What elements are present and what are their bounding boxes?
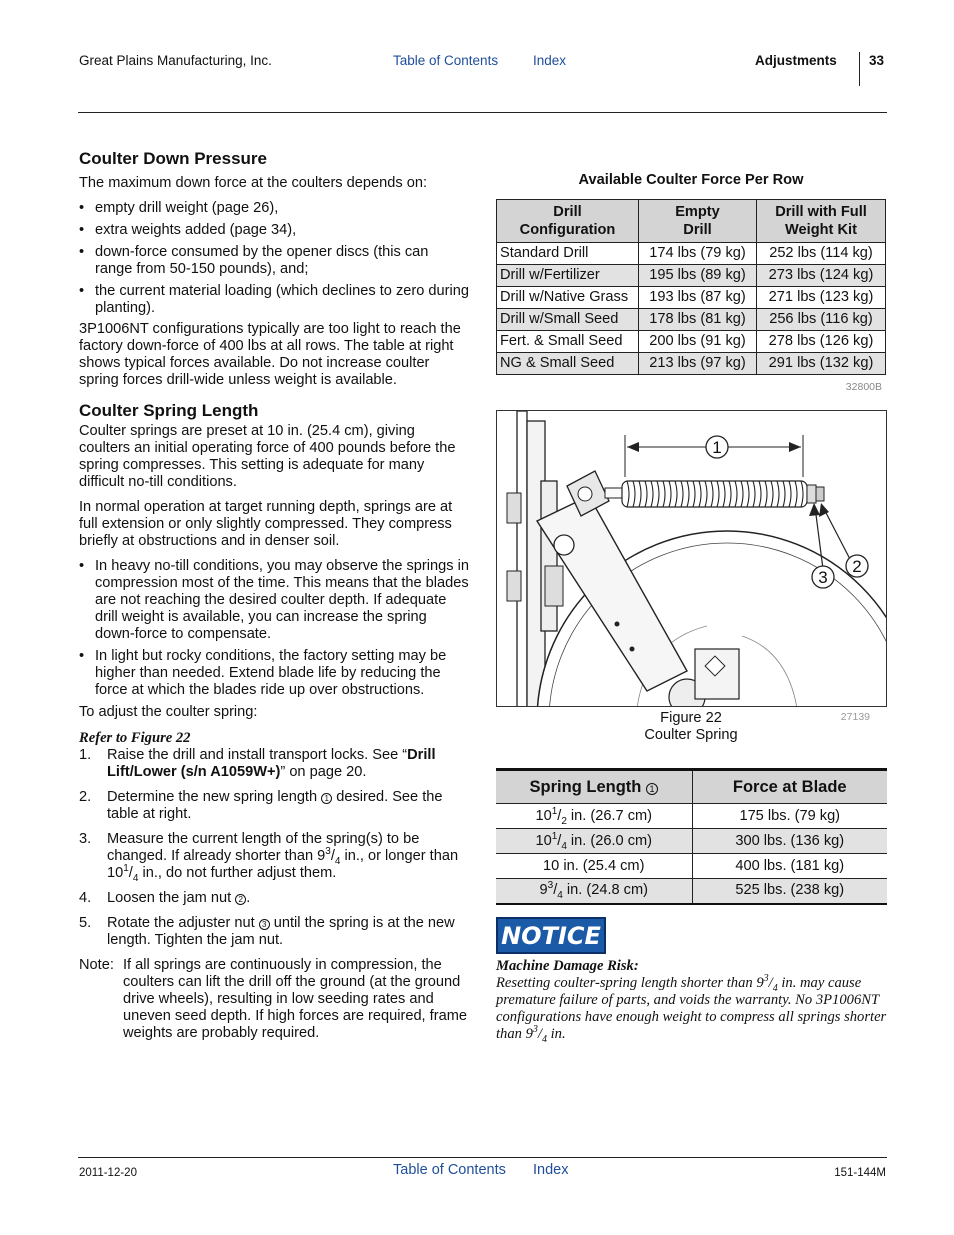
figure-callout-2: 2 bbox=[852, 557, 862, 576]
table-row: $10^1/_4$ in. (26.0 cm) 300 lbs. (136 kg) bbox=[496, 829, 887, 854]
list-item: • empty drill weight (page 26), bbox=[79, 200, 469, 217]
step-number: 4. bbox=[79, 890, 92, 906]
figure-ref: 27139 bbox=[840, 711, 870, 723]
step-number: 2. bbox=[79, 789, 92, 805]
callout-3-icon: 3 bbox=[259, 919, 270, 930]
figure-label: Figure 22 bbox=[660, 710, 722, 726]
header-company: Great Plains Manufacturing, Inc. bbox=[79, 53, 272, 68]
footer-rule bbox=[78, 1157, 887, 1158]
step-text: Loosen the jam nut bbox=[107, 890, 236, 906]
coulter-force-table bbox=[496, 199, 886, 375]
refer-figure: Refer to Figure 22 bbox=[79, 730, 191, 746]
step-text: Measure the current length of the spring(s) to be changed. If already shorter than 9 bbox=[107, 831, 420, 864]
spring-length-table bbox=[496, 768, 887, 905]
figure-callout-3: 3 bbox=[818, 568, 828, 587]
step-text: ” on page 20. bbox=[280, 764, 367, 780]
step-text: desired. See the table at right. bbox=[107, 789, 443, 822]
col-header-spring-length: Spring Length 1 bbox=[496, 770, 692, 804]
figure-title: Coulter Spring bbox=[644, 727, 738, 743]
table-row: NG & Small Seed 213 lbs (97 kg) 291 lbs (132 kg) bbox=[497, 353, 886, 375]
step-4 bbox=[79, 890, 469, 907]
figure-22 bbox=[496, 410, 887, 707]
col-header-empty: Empty Drill bbox=[639, 200, 757, 243]
fraction-one-quarter: $^1/_4$ bbox=[123, 863, 139, 884]
step-text: in., do not further adjust them. bbox=[138, 865, 337, 881]
list-item: • In heavy no-till conditions, you may observe the springs in compression most of the time. This means that the blades are not reaching the desired coulter depth. If adequate drill weight is available, you can increase the spring down-force to compensate. bbox=[79, 558, 469, 643]
figure-caption bbox=[620, 710, 762, 744]
table-row: Drill w/Native Grass 193 lbs (87 kg) 271 lbs (123 kg) bbox=[497, 287, 886, 309]
callout-2-icon: 2 bbox=[235, 894, 246, 905]
note-label: Note: bbox=[79, 957, 114, 973]
notice-body: Resetting coulter-spring length shorter than $9^3/_4$ in. may cause premature failure of parts, and voids the warranty. No 3P1006NT configurations have enough weight to compress all springs shorter than $9^3/_4$ in. bbox=[496, 973, 887, 1045]
spring-paragraph-1: Coulter springs are preset at 10 in. (25.4 cm), giving coulters an initial operating force of 400 pounds before the spring compresses. This setting is adequate for many difficult no-till conditions. bbox=[79, 423, 456, 490]
footer-doc-number: 151-144M bbox=[834, 1167, 886, 1179]
fraction-three-quarters: $^3/_4$ bbox=[325, 846, 341, 867]
table-row: 10 in. (25.4 cm) 400 lbs. (181 kg) bbox=[496, 854, 887, 879]
footer-index-link[interactable]: Index bbox=[533, 1162, 569, 1178]
pressure-bullets bbox=[79, 200, 469, 317]
step-2 bbox=[79, 789, 469, 823]
step-1 bbox=[79, 747, 469, 781]
notice-badge: NOTICE bbox=[496, 917, 606, 954]
table-row: Fert. & Small Seed 200 lbs (91 kg) 278 lbs (126 kg) bbox=[497, 331, 886, 353]
table-row: Standard Drill 174 lbs (79 kg) 252 lbs (114 kg) bbox=[497, 243, 886, 265]
heading-coulter-down-pressure: Coulter Down Pressure bbox=[79, 149, 267, 168]
footer-date: 2011-12-20 bbox=[79, 1167, 137, 1179]
step-text: Determine the new spring length bbox=[107, 789, 322, 805]
col-header-full-kit: Drill with Full Weight Kit bbox=[757, 200, 886, 243]
list-item: • down-force consumed by the opener discs (this can range from 50-150 pounds), and; bbox=[79, 244, 469, 278]
step-text: in., or longer than 10 bbox=[107, 848, 459, 881]
step-text: Raise the drill and install transport locks. See “ bbox=[107, 747, 408, 763]
table-row: $9^3/_4$ in. (24.8 cm) 525 lbs. (238 kg) bbox=[496, 879, 887, 904]
step-text: until the spring is at the new length. Tighten the jam nut. bbox=[107, 915, 455, 948]
table1-title: Available Coulter Force Per Row bbox=[578, 172, 804, 188]
step-number: 3. bbox=[79, 831, 92, 847]
spring-paragraph-2: In normal operation at target running depth, springs are at full extension or only slightly compressed. They compress briefly at obstructions and in denser soil. bbox=[79, 499, 453, 549]
page-number: 33 bbox=[869, 53, 885, 68]
col-header-configuration: Drill Configuration bbox=[497, 200, 639, 243]
step-text: Rotate the adjuster nut bbox=[107, 915, 259, 931]
list-item: • extra weights added (page 34), bbox=[79, 222, 469, 239]
table-row: Drill w/Small Seed 178 lbs (81 kg) 256 lbs (116 kg) bbox=[497, 309, 886, 331]
header-toc-link[interactable]: Table of Contents bbox=[393, 53, 499, 68]
list-item: • the current material loading (which declines to zero during planting). bbox=[79, 283, 469, 317]
note-text: If all springs are continuously in compression, the coulters can lift the drill off the ground (at the ground drive wheels), resulting in low seeding rates and uneven seed depth. If high forces are required, frame weights are probably required. bbox=[123, 957, 467, 1041]
col-header-force: Force at Blade bbox=[692, 770, 887, 804]
footer-toc-link[interactable]: Table of Contents bbox=[393, 1162, 506, 1178]
to-adjust: To adjust the coulter spring: bbox=[79, 704, 258, 720]
figure-callout-1: 1 bbox=[712, 438, 722, 457]
step-text: . bbox=[246, 890, 251, 906]
step-5 bbox=[79, 915, 469, 949]
header-rule bbox=[78, 112, 887, 113]
left-column bbox=[79, 149, 469, 1042]
table-row: $10^1/_2$ in. (26.7 cm) 175 lbs. (79 kg) bbox=[496, 804, 887, 829]
step-xref: Drill Lift/Lower (s/n A1059W+) bbox=[107, 747, 436, 780]
adjust-steps bbox=[79, 747, 469, 949]
table1-ref: 32800B bbox=[845, 381, 882, 393]
callout-1-icon: 1 bbox=[646, 783, 658, 795]
table-header-row bbox=[497, 200, 886, 243]
notice-title: Machine Damage Risk: bbox=[496, 958, 639, 974]
table-header-row bbox=[496, 770, 887, 804]
pressure-intro: The maximum down force at the coulters depends on: bbox=[79, 175, 427, 191]
header-section: Adjustments bbox=[755, 53, 837, 68]
step-number: 5. bbox=[79, 915, 92, 931]
header-divider bbox=[859, 52, 860, 86]
note bbox=[79, 957, 469, 1042]
spring-bullets bbox=[79, 558, 469, 699]
table-row: Drill w/Fertilizer 195 lbs (89 kg) 273 lbs (124 kg) bbox=[497, 265, 886, 287]
coulter-spring-illustration bbox=[497, 411, 887, 707]
heading-coulter-spring-length: Coulter Spring Length bbox=[79, 401, 259, 420]
callout-1-icon: 1 bbox=[321, 793, 332, 804]
header-index-link[interactable]: Index bbox=[533, 53, 567, 68]
list-item: • In light but rocky conditions, the factory setting may be higher than needed. Extend blade life by reducing the force at which the blades ride up over obstructions. bbox=[79, 648, 469, 699]
step-number: 1. bbox=[79, 747, 92, 763]
step-3 bbox=[79, 831, 469, 882]
pressure-body: 3P1006NT configurations typically are too light to reach the factory down-force of 400 lbs at all rows. The table at right shows typical forces available. Do not increase coulter spring forces drill-wide unless weight is available. bbox=[79, 321, 461, 388]
notice-text bbox=[496, 958, 888, 1043]
